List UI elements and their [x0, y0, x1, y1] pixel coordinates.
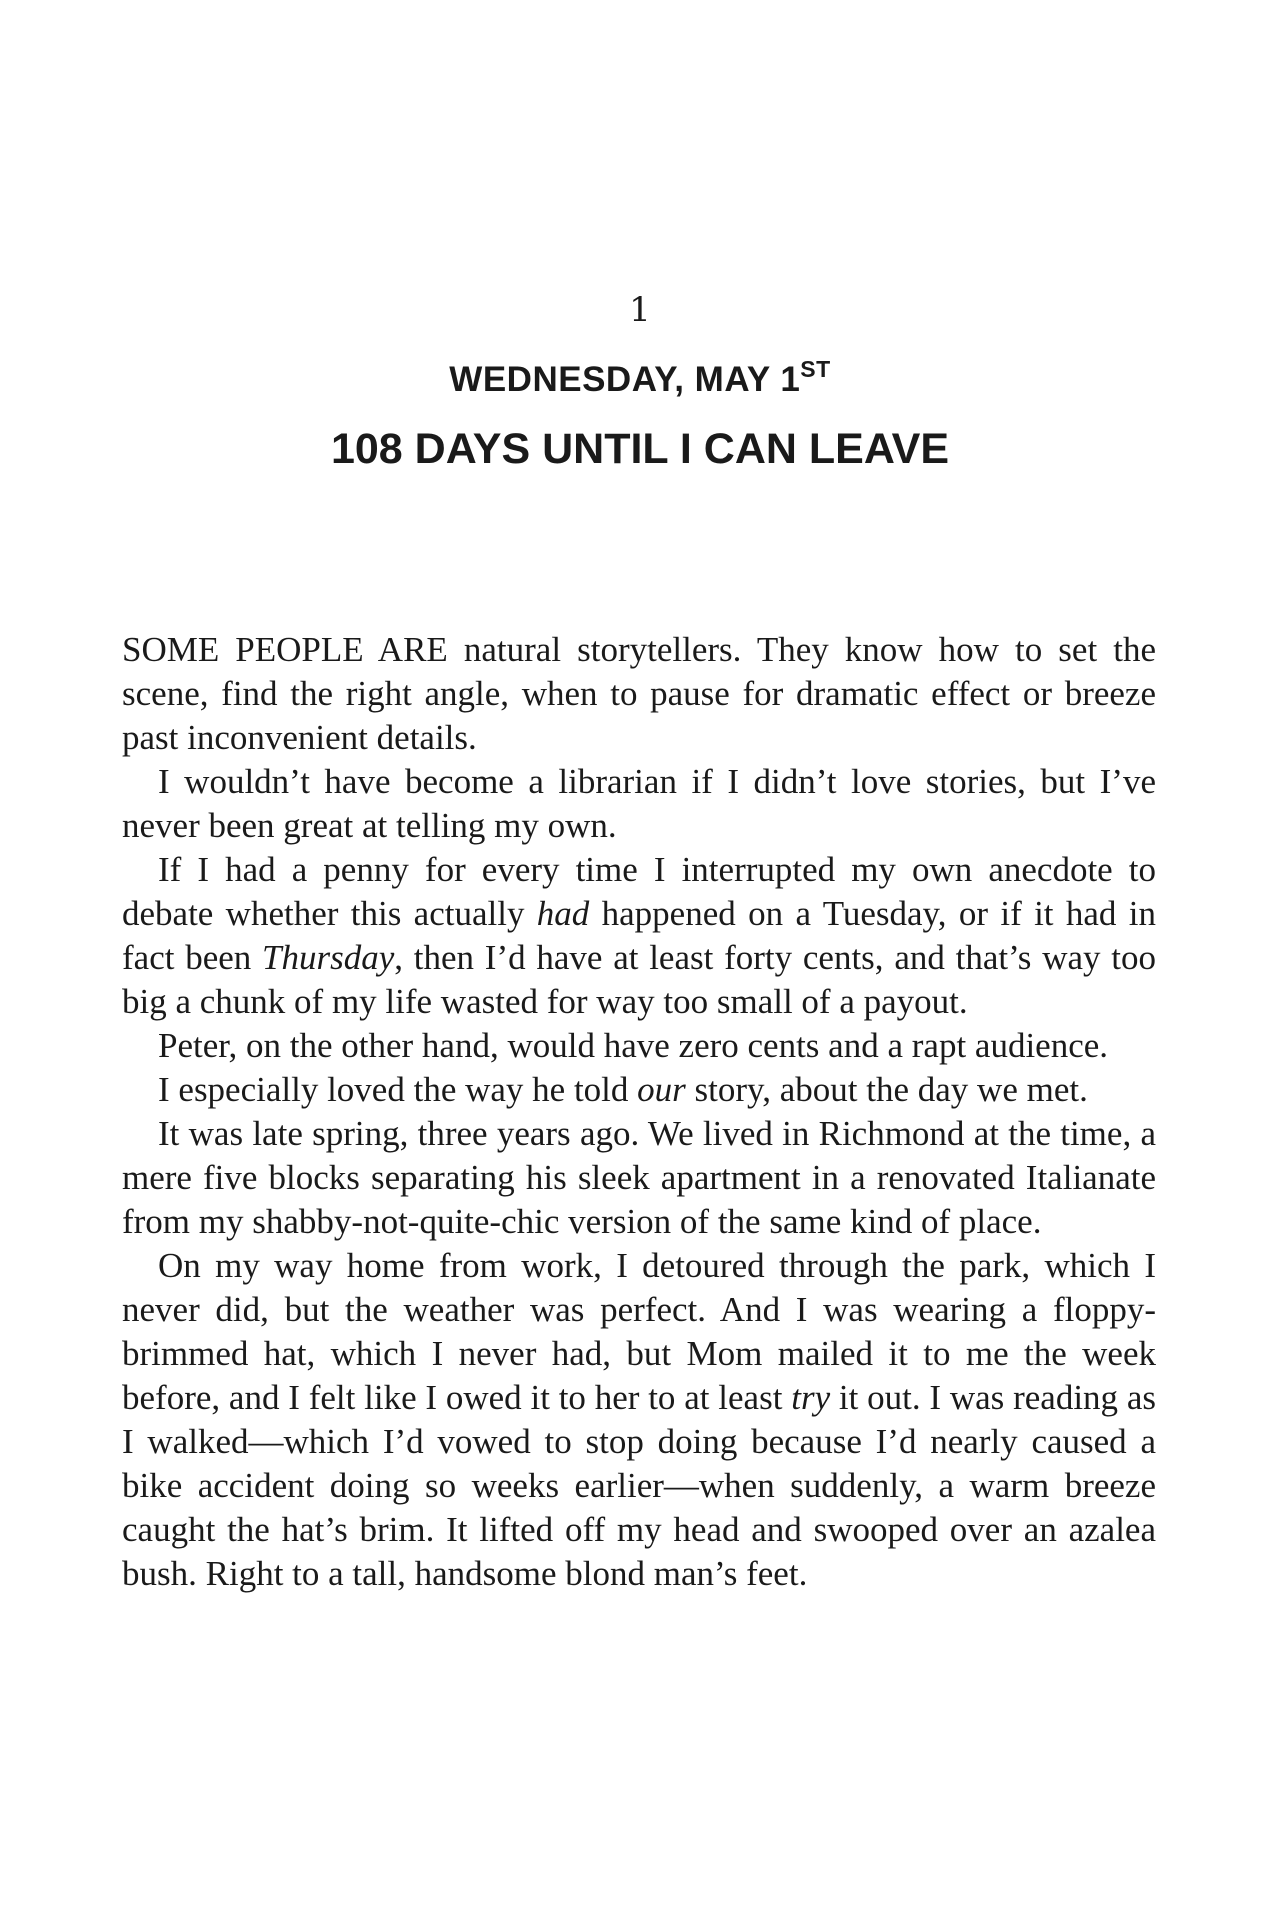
emphasis: our [637, 1070, 686, 1109]
paragraph-lead: SOME PEOPLE ARE [122, 630, 448, 669]
paragraph: It was late spring, three years ago. We lived in Richmond at the time, a mere five blocks separating his sleek apartment in a renovated Italianate from my shabby-not-quite-chic version of the same kind of place. [122, 1114, 1156, 1241]
paragraph-text: , then I’d have at least forty cents, and that’s way too big a chunk of my life wasted for way too small of a payout. [122, 938, 1156, 1021]
paragraph: Peter, on the other hand, would have zero cents and a rapt audience. [158, 1026, 1109, 1065]
paragraph-text: happened on a Tuesday, or if it had in fact been [122, 894, 1156, 977]
chapter-subtitle: 108 DAYS UNTIL I CAN LEAVE [330, 425, 950, 473]
chapter-date-suffix: ST [800, 356, 831, 382]
paragraph [122, 1244, 1156, 1596]
emphasis: had [536, 894, 590, 933]
emphasis: Thursday [262, 938, 395, 977]
paragraph: I wouldn’t have become a librarian if I didn’t love stories, but I’ve never been great at telling my own. [122, 762, 1156, 845]
paragraph-text: it out. I was reading as I walked—which I’d vowed to stop doing because I’d nearly caused a bike accident doing so weeks earlier—when suddenly, a warm breeze caught the hat’s brim. It lifted off my head and swooped over an azalea bush. Right to a tall, handsome blond man’s feet. [122, 1378, 1156, 1593]
chapter-body [122, 628, 1156, 1596]
paragraph-text: On my way home from work, I detoured through the park, which I never did, but the weather was perfect. And I was wearing a floppy-brimmed hat, which I never had, but Mom mailed it to me the week before, and I felt like I owed it to her to at least [122, 1246, 1156, 1417]
paragraph [122, 628, 1156, 760]
paragraph-text: If I had a penny for every time I interrupted my own anecdote to debate whether this actually [122, 850, 1156, 933]
emphasis: try [791, 1378, 831, 1417]
chapter-date [0, 356, 1280, 400]
paragraph-text: I especially loved the way he told [158, 1070, 638, 1109]
paragraph-text: natural storytellers. They know how to set the scene, find the right angle, when to pause for dramatic effect or breeze past inconvenient details. [122, 630, 1156, 757]
paragraph [122, 848, 1156, 1024]
chapter-date-text: WEDNESDAY, MAY 1 [449, 360, 801, 399]
paragraph [122, 1068, 1156, 1112]
paragraph-text: story, about the day we met. [685, 1070, 1088, 1109]
chapter-number: 1 [629, 290, 651, 330]
